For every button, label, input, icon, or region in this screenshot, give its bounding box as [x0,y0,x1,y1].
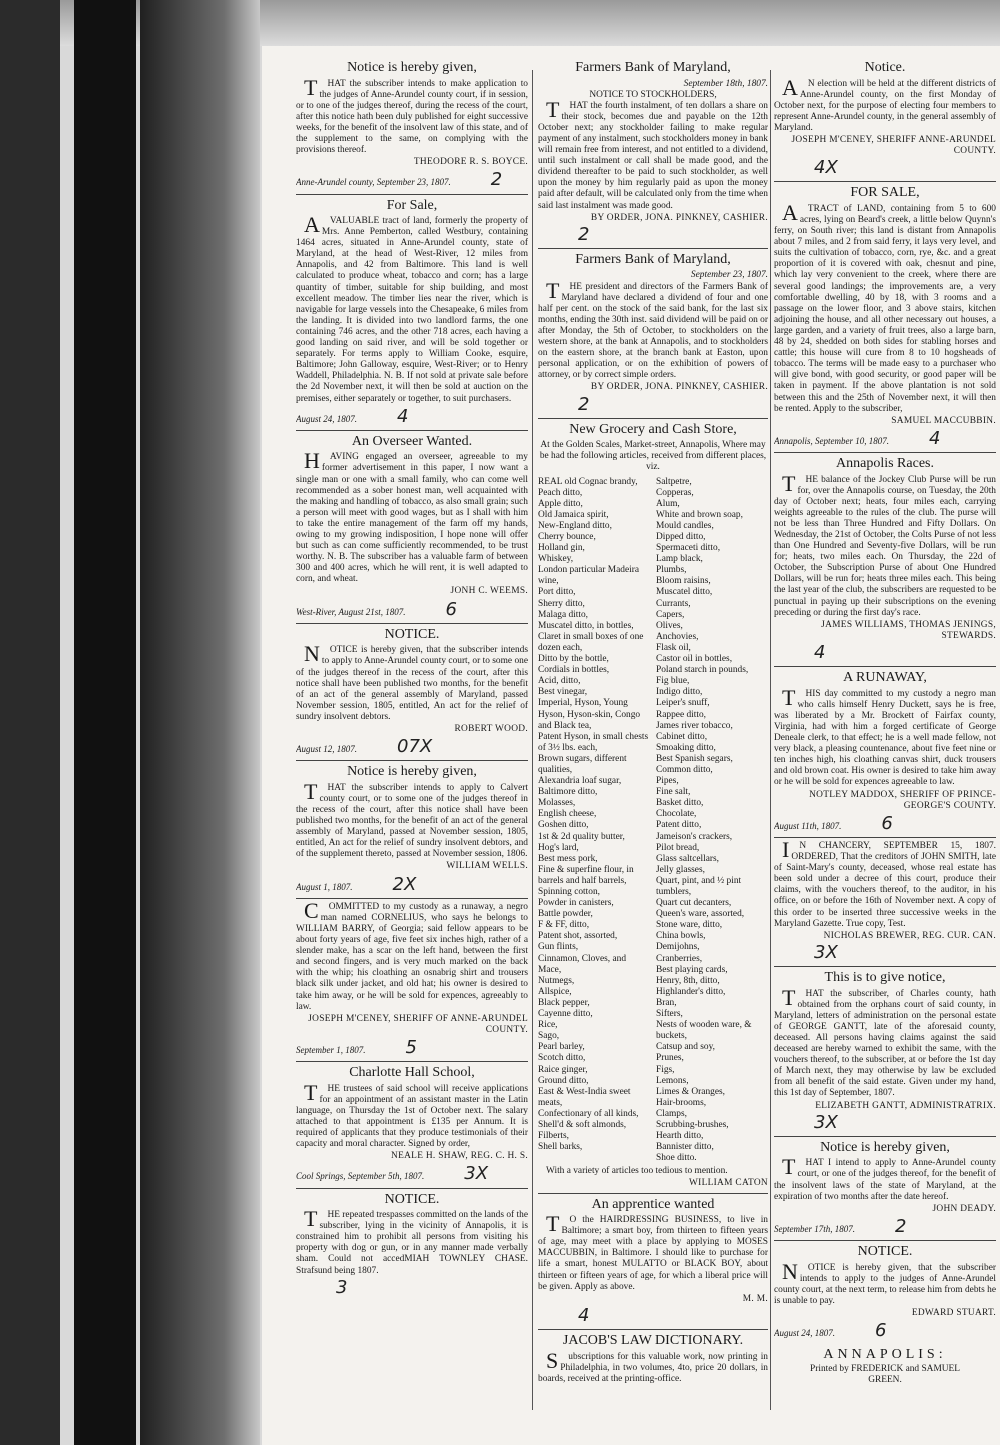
advertisement [774,670,996,834]
ad-dateline: September 18th, 1807. [683,78,768,89]
mark-row [774,1112,996,1133]
grocery-item: Cinnamon, Cloves, and Mace, [538,953,627,975]
handwritten-mark: 3X [814,1111,838,1133]
column-right [774,58,996,1386]
grocery-item: Black pepper, [538,997,590,1008]
handwritten-mark: 6 [881,812,893,834]
ad-signature: WILLIAM WELLS. [446,861,528,872]
ad-heading: JACOB'S LAW DICTIONARY. [562,1333,744,1349]
grocery-item: Best playing cards, [656,964,728,975]
handwritten-mark: 2X [392,873,417,895]
grocery-item: Henry, 8th, ditto, [656,975,720,986]
grocery-item: Demijohns, [656,942,700,953]
ad-separator [774,452,996,453]
ad-body: AVALUABLE tract of land, formerly the property of Mrs. Anne Pemberton, called Westbury, containing 1464 acres, situated in Anne-Arundel county, state of Maryland, at the head of West-River, 12 miles from Annapolis, and 42 from Baltimore. This land is well calculated to produce wheat, tobacco and corn; has a large quantity of timber, suitable for ship building, and most excellent meadow. The timber lies near the river, which is navigable for large vessels into the Chesapeake, 6 miles from the landing. It is divided into two landlord farms, the one containing 746 acres, and the other 718 acres, each having a good landing on said river, and will be sold together or separately. For terms apply to William Cooke, esquire, Baltimore; John Galloway, esquire, West-River; or to Henry Waddell, Philadelphia. N. B. If not sold at private sale before the 2d November next, it will then be sold at auction on the premises, either separately or together, to suit purchasers. [296,212,528,404]
ad-heading: Farmers Bank of Maryland, [575,251,731,267]
grocery-item: Leiper's snuff, [656,698,710,709]
grocery-item: Catsup and soy, [656,1042,716,1053]
ad-separator [296,760,528,761]
ad-body: AN election will be held at the different districts of Anne-Arundel county, on the first Monday of October next, for the purpose of electing four members to represent Anne-Arundel county, in the general assembly of Maryland. [774,74,996,133]
grocery-item: Sago, [538,1031,560,1042]
grocery-item: Cranberries, [656,953,703,964]
ad-dateline-place: September 1, 1807. 5 [296,1036,417,1058]
grocery-item: Chocolate, [656,809,697,820]
grocery-item: Best vinegar, [538,687,588,698]
ad-dateline-place: Annapolis, September 10, 1807. 4 [774,427,941,449]
ad-signature: JAMES WILLIAMS, THOMAS JENINGS, STEWARDS. [821,619,996,641]
grocery-item: Clamps, [656,1108,687,1119]
ad-separator [296,194,528,195]
handwritten-mark: 2 [578,393,590,415]
grocery-item: Alum, [656,498,680,509]
column-rule [770,70,771,1410]
ad-body: THAT the subscriber intends to apply to Calvert county court, or to some one of the judges thereof in the recess of the court, after this notice shall have been published two months, for the benefit of an act of the general assembly of Maryland, passed at November session, 1805, entitled, An act for the relief of sundry insolvent debtors, and of the supplement thereto, passed at November session, 1806. [296,778,528,860]
grocery-item: Goshen ditto, [538,820,589,831]
ad-separator [538,1193,768,1194]
grocery-item: Fine & superfine flour, in barrels and half barrels, [538,864,634,886]
ad-body: THAT the subscriber, of Charles county, hath obtained from the orphans court of said county, in Maryland, letters of administration on the personal estate of GEORGE GANTT, late of the aforesaid county, deceased. All persons having claims against the said deceased are hereby warned to exhibit the same, with the vouchers thereof, to the subscriber, at or before the 1st day of March next, they may otherwise by law be excluded from all benefit of the said estate. Given under my hand, this 1st day of September, 1807. [774,984,996,1099]
ad-heading: NOTICE. [384,1191,440,1207]
advertisement [296,1192,528,1298]
grocery-item: Ditto by the bottle, [538,654,609,665]
grocery-item: Spinning cotton, [538,887,600,898]
ad-heading: Notice is hereby given, [347,764,477,780]
grocery-item: Castor oil in bottles, [656,654,733,665]
mark-row [538,394,768,415]
grocery-item: Spermaceti ditto, [656,543,721,554]
ad-signature: EDWARD STUART. [911,1307,996,1318]
grocery-item: Nests of wooden ware, & buckets, [656,1020,752,1042]
ad-separator [774,1240,996,1241]
ad-signature: ROBERT WOOD. [454,723,528,734]
ad-body: THAT I intend to apply to Anne-Arundel county court, or one of the judges thereof, for the benefit of the insolvent laws of the state of Maryland, at the expiration of two months after the date hereof. [774,1154,996,1202]
grocery-item: White and brown soap, [656,509,743,520]
ad-separator [296,1188,528,1189]
ad-separator [774,1136,996,1137]
handwritten-mark: 3X [464,1163,489,1185]
ad-body: THAT the subscriber intends to make application to the judges of Anne-Arundel county court, if in session, or to one of the judges thereof, during the recess of the court, after this notice hath been duly published for eight successive weeks, for the benefit of the insolvent law of this state, and of the supplement to the same, on complying with the provisions thereof. [296,74,528,156]
grocery-item: Whiskey, [538,554,574,565]
grocery-item: Alexandria loaf sugar, [538,776,622,787]
ad-body: THE repeated trespasses committed on the lands of the subscriber, lying in the vicinity of Annapolis, it is constrained him to prohibit all persons from visiting his property with dog or gun, or in any manner made verbally sham. Could not accedMIAH TOWNLEY CHASE. Strafsund being 1807. [296,1206,528,1276]
grocery-item: Rappee ditto, [656,709,706,720]
grocery-item: Cordials in bottles, [538,665,610,676]
grocery-item: Allspice, [538,986,572,997]
mark-row [538,1305,768,1326]
grocery-item: Mould candles, [656,520,714,531]
ad-separator [296,430,528,431]
ad-dateline-place: August 24, 1807. 4 [296,405,409,427]
grocery-item: F & FF, ditto, [538,920,590,931]
ad-body: COMMITTED to my custody as a runaway, a negro man named CORNELIUS, who says he belongs to WILLIAM BARRY, of Georgia; said fellow appears to be about forty years of age, five feet six inches high, rather of a slender make, has a scar on the left hand, between the first and second fingers, and is very much marked on the back with the whip; his cloathing an osnabrig shirt and trousers black silk under jacket, and old hat; his owner is desired to take him away, or he will be sold for expences, agreeably to law. [296,897,528,1012]
ad-dateline-place: August 1, 1807. 2X [296,873,417,895]
handwritten-mark: 07X [397,736,433,758]
grocery-item: Imperial, Hyson, Young Hyson, Hyson-skin, Congo and Black tea, [538,698,641,731]
ad-heading: This is to give notice, [824,970,946,986]
ad-signature: M. M. [742,1293,768,1304]
ad-separator [538,1329,768,1330]
grocery-item: Best mess pork, [538,853,598,864]
ad-separator [538,248,768,249]
ad-heading: For Sale, [386,197,438,213]
grocery-item: Cayenne ditto, [538,1009,593,1020]
grocery-item: Dipped ditto, [656,532,706,543]
grocery-item: Cabinet ditto, [656,731,708,742]
grocery-item: Cherry bounce, [538,532,596,543]
grocery-item: Queen's ware, assorted, [656,909,745,920]
handwritten-mark: 2 [490,169,503,191]
handwritten-mark: 4 [929,427,941,449]
ad-separator [538,418,768,419]
grocery-item: Hog's lard, [538,842,579,853]
grocery-item: Figs, [656,1064,675,1075]
ad-heading: New Grocery and Cash Store, [569,421,737,437]
ad-heading: Charlotte Hall School, [349,1065,475,1081]
handwritten-mark: 3X [814,941,838,963]
grocery-item: Claret in small boxes of one dozen each, [538,631,644,653]
ad-subheading: NOTICE TO STOCKHOLDERS, [589,89,717,100]
ad-dateline-place: August 11th, 1807. 6 [774,812,893,834]
ad-heading: An apprentice wanted [591,1196,715,1212]
ad-dateline-place: September 17th, 1807. 2 [774,1215,907,1237]
ad-signature: JOHN DEADY. [932,1203,996,1214]
grocery-item: Basket ditto, [656,798,704,809]
grocery-item: Fine salt, [656,787,691,798]
grocery-item: Baltimore ditto, [538,787,598,798]
ad-heading: Annapolis Races. [836,456,934,472]
handwritten-mark: 4X [814,157,838,179]
grocery-item: Anchovies, [656,631,699,642]
ad-dateline-place: West-River, August 21st, 1807. 6 [296,598,457,620]
grocery-item: James river tobacco, [656,720,733,731]
grocery-footer: With a variety of articles too tedious to mention. WILLIAM CATON [546,1166,768,1189]
column-rule [532,70,533,1410]
grocery-item: Sifters, [656,1009,683,1020]
advertisement [296,434,528,620]
column-middle [538,58,768,1388]
ad-body: HAVING engaged an overseer, agreeable to my former advertisement in this paper, I now want a single man or one with a small family, who can come well recommended as a sober honest man, well acquainted with the making and handling of tobacco, as also small grain; such a person will meet with good wages, but as I shall with him to take the entire management of the farm off my hands, owing to my growing indisposition, I hope none will offer but such as can come sufficiently recommended, to be trust worthy. N. B. The subscriber has a valuable farm of between 300 and 400 acres, which he will rent, it is well adapted to corn, and wheat. [296,448,528,585]
advertisement [538,422,768,474]
advertisement [296,627,528,758]
ad-separator [774,666,996,667]
ad-heading: Notice is hereby given, [820,1139,950,1155]
grocery-item: Brown sugars, different qualities, [538,753,627,775]
grocery-item: Olives, [656,620,683,631]
advertisement [296,897,528,1058]
advertisement [538,60,768,245]
grocery-item: Limes & Oranges, [656,1086,725,1097]
grocery-item: Plumbs, [656,565,687,576]
grocery-item: Bannister ditto, [656,1142,714,1153]
ad-signature: BY ORDER, JONA. PINKNEY, CASHIER. [590,212,768,223]
ad-heading: NOTICE. [857,1244,913,1260]
ad-separator [296,1061,528,1062]
ad-body: THIS day committed to my custody a negro man who calls himself Henry Duckett, says he is free, was liberated by a Mr. Brockett of Fairfax county, Virginia, had with him a forged certificate of George Deneale clerk, to that effect; he is a well made fellow, not very black, a pleasing countenance, about five feet nine or ten inches high, his cloathing canvas shirt, duck trousers and old brown coat. His owner is desired to take him away or he will be sold for expences agreeable to law. [774,684,996,788]
ad-subheading: At the Golden Scales, Market-street, Annapolis, Where may be had the following articles, received from different places, viz. [539,440,767,473]
ad-heading: An Overseer Wanted. [351,433,473,449]
grocery-item: Lamp black, [656,554,703,565]
ad-heading: A RUNAWAY, [843,670,927,686]
ad-signature: NEALE H. SHAW, REG. C. H. S. [391,1151,528,1162]
handwritten-mark: 5 [405,1036,417,1058]
grocery-item: Patent Hyson, in small chests of 3½ lbs. each, [538,731,649,753]
grocery-item: Jameison's crackers, [656,831,733,842]
grocery-item: New-England ditto, [538,520,612,531]
ad-separator [774,966,996,967]
ad-dateline: September 23, 1807. [690,270,768,281]
grocery-item: Apple ditto, [538,498,583,509]
ad-heading: Notice is hereby given, [347,60,477,75]
advertisement [774,456,996,663]
grocery-item: Shell'd & soft almonds, [538,1119,627,1130]
grocery-item: Bran, [656,997,677,1008]
advertisement [538,252,768,415]
ad-body: THE balance of the Jockey Club Purse will be run for, over the Annapolis course, on Tuesday, the 20th day of October next; heats, four miles each, carrying weights agreeable to the rules of the club. The purse will not be less than Three Hundred and Fifty Dollars. On Wednesday, the 21st of October, the Colts Purse of not less than One Hundred and Seventy-five Dollars, will be run for; heats, two miles each. On Thursday, the 22d of October, the Subscription Purse of about One Hundred Dollars, will be run for; heats three miles each. This being the last year of the club, the subscribers are requested to be punctual in paying up their subscriptions on the evening preceding or during the first day's race. [774,470,996,618]
advertisement [774,1244,996,1341]
grocery-item: Acid, ditto, [538,676,581,687]
grocery-item: Patent ditto, [656,820,702,831]
ad-body: THE trustees of said school will receive applications for an appointment of an assistant master in the Latin language, on Thursday the 1st of October next. The salary attached to that appointment is £135 per Annum. It is required of applicants that they produce testimonials of their capacity and moral character. Signed by order, [296,1079,528,1150]
ad-heading: NOTICE. [384,626,440,642]
microfilm-margin-dark [74,0,136,1445]
grocery-item: Molasses, [538,798,576,809]
mark-row [774,942,996,963]
advertisement [296,1065,528,1184]
grocery-item: Ground ditto, [538,1075,589,1086]
ad-dateline-place: Cool Springs, September 5th, 1807. 3X [296,1163,489,1185]
ad-body: NOTICE is hereby given, that the subscriber intends to apply to the judges of Anne-Arundel county court, at the next term, to release him from debts he is unable to pay. [774,1258,996,1306]
grocery-item: Shell barks, [538,1142,583,1153]
page-spine-shadow [140,0,260,1445]
grocery-item: Muscatel ditto, in bottles, [538,620,634,631]
grocery-item: Hair-brooms, [656,1097,707,1108]
ad-separator [774,181,996,182]
grocery-item: Powder in canisters, [538,898,614,909]
advertisement [538,1197,768,1327]
grocery-item: Hearth ditto, [656,1131,704,1142]
ad-body: Subscriptions for this valuable work, now printing in Philadelphia, in two volumes, 4to, price 20 dollars, in boards, received at the printing-office. [538,1347,768,1384]
ad-body: NOTICE is hereby given, that the subscriber intends to apply to Anne-Arundel county court, or to some one of the judges thereof in the recess of the court, after this notice shall have been published two months, for the benefit of an act of the general assembly of Maryland, passed November session, 1805, entitled, An act for the relief of sundry insolvent debtors. [296,641,528,722]
handwritten-mark: 6 [445,598,457,620]
microfilm-margin-left [0,0,60,1445]
ad-body: THE president and directors of the Farmers Bank of Maryland have declared a dividend of four and one half per cent. on the stock of the said bank, for the last six months, ending the 30th inst. said dividend will be paid on or after Monday, the 5th of October, to stockholders on the western shore, at the bank at Annapolis, and to stockholders on the eastern shore, at the branch bank at Easton, upon personal application, or on the exhibition of powers of attorney, or by correct simple orders. [538,277,768,381]
advertisement [774,60,996,178]
ad-body: TO the HAIRDRESSING BUSINESS, to live in Baltimore; a smart boy, from thirteen to fifteen years of age, may meet with a place by applying to MOSES MACCUBBIN, in Baltimore. I should like to purchase for life a smart, honest MULATTO or BLACK BOY, about thirteen or fifteen years of age, for which a liberal price will be given. Apply as above. [538,1211,768,1292]
grocery-item: Quart cut decanters, [656,898,732,909]
ad-body: ATRACT of LAND, containing from 5 to 600 acres, lying on Beard's creek, a little below Quynn's ferry, on South river; this land is distant from Annapolis about 7 miles, and 2 from said ferry, it lays very level, and suits the cultivation of tobacco, corn, rye, &c. and a great proportion of it is covered with oak, chesnut and pine, which lay very convenient to the creek, where there are several good landings; the improvements are, a very comfortable dwelling, 40 by 18, with 3 rooms and a passage on the lower floor, and 3 above stairs, kitchen adjoining the house, and all other necessary out houses, a large garden, and a variety of fruit trees, also a large barn, 48 by 24, shedded on both sides for stabling horses and cattle; this house will cure from 8 to 10 hogsheads of tobacco. The terms will be made easy to a purchaser who will give bond, with good security, or good paper will be taken in payment. If the above plantation is not sold between this and the 25th of November next, it will then be rented. Apply to the subscriber, [774,199,996,414]
ad-signature: JONH C. WEEMS. [450,586,528,597]
ad-heading: Notice. [864,60,906,75]
grocery-item: Stone ware, ditto, [656,920,723,931]
ad-separator [774,837,996,838]
ad-signature: SAMUEL MACCUBBIN. [891,415,996,426]
grocery-item: Scrubbing-brushes, [656,1119,729,1130]
grocery-item: Lemons, [656,1075,689,1086]
grocery-item: Jelly glasses, [656,864,705,875]
grocery-item: Muscatel ditto, [656,587,713,598]
grocery-item: Nutmegs, [538,975,575,986]
grocery-item: Gun flints, [538,942,579,953]
newspaper-page [262,46,1000,1445]
column-left [296,58,528,1301]
ad-separator [296,898,528,899]
grocery-item: REAL old Cognac brandy, [538,476,638,487]
grocery-item: 1st & 2d quality butter, [538,831,625,842]
advertisement [538,1333,768,1385]
grocery-item: English cheese, [538,809,597,820]
advertisement [296,764,528,895]
grocery-item: China bowls, [656,931,706,942]
grocery-item: Quart, pint, and ½ pint tumblers, [656,875,742,898]
ad-dateline-place: August 12, 1807. 07X [296,736,433,758]
grocery-item: Pipes, [656,776,679,787]
ad-signature: ELIZABETH GANTT, ADMINISTRATRIX. [815,1100,996,1111]
imprint: ANNAPOLIS: Printed by FREDERICK and SAMUEL GREEN. [810,1347,960,1385]
grocery-item: Smoaking ditto, [656,742,716,753]
grocery-item: Battle powder, [538,909,593,920]
ad-body: THAT the fourth instalment, of ten dollars a share on their stock, becomes due and payable on the 12th October next; any stockholder failing to make regular payment of any instalment, such stockholders money in bank will remain free from interest, and not entitled to a dividend, until such instalment or call shall be made good, and the dividend thereafter to be paid to such stockholder, as well upon the money by him regularly paid as upon the money paid after default, will be calculated only from the time when said last instalment was made good. [538,96,768,211]
grocery-item: Indigo ditto, [656,687,703,698]
ad-signature: JOSEPH M'CENEY, SHERIFF ANNE-ARUNDEL COUNTY. [791,134,996,157]
grocery-item: Filberts, [538,1131,569,1142]
ad-heading: FOR SALE, [850,185,920,201]
ad-signature: NOTLEY MADDOX, SHERIFF OF PRINCE-GEORGE'S COUNTY. [809,789,996,811]
grocery-item: Patent shot, assorted, [538,931,618,942]
handwritten-mark: 4 [397,405,409,427]
ad-signature: THEODORE R. S. BOYCE. [413,157,528,168]
grocery-list [538,477,768,1165]
handwritten-mark: 2 [578,223,590,245]
grocery-item: Capers, [656,609,685,620]
grocery-item: Best Spanish segars, [656,753,733,764]
grocery-item: Malaga ditto, [538,609,588,620]
grocery-item: Flask oil, [656,642,691,653]
handwritten-mark: 2 [895,1215,907,1237]
advertisement [296,198,528,427]
ad-signature: JOSEPH M'CENEY, SHERIFF OF ANNE-ARUNDEL COUNTY. [308,1013,528,1035]
handwritten-mark: 4 [814,641,826,663]
handwritten-mark: 6 [875,1320,887,1342]
ad-signature: NICHOLAS BREWER, REG. CUR. CAN. [823,930,996,941]
grocery-item: Sherry ditto, [538,598,585,609]
grocery-item: Fig blue, [656,676,690,687]
grocery-item: Pearl barley, [538,1042,585,1053]
grocery-item: Port ditto, [538,587,576,598]
grocery-item: Scotch ditto, [538,1053,586,1064]
ad-heading: Farmers Bank of Maryland, [575,60,731,75]
advertisement [774,1140,996,1237]
grocery-item: Shoe ditto. [656,1153,697,1164]
advertisement [774,836,996,963]
grocery-item: Saltpetre, [656,476,692,487]
grocery-item: Currants, [656,598,691,609]
grocery-item: Copperas, [656,487,694,498]
advertisement [774,970,996,1133]
grocery-item: London particular Madeira wine, [538,565,640,587]
grocery-item: Rice, [538,1020,558,1031]
grocery-item: Confectionary of all kinds, [538,1108,639,1119]
mark-row [538,224,768,245]
ad-dateline-place: August 24, 1807. 6 [774,1320,887,1342]
mark-row [296,1277,528,1298]
grocery-item: Glass saltcellars, [656,853,720,864]
ad-signature: BY ORDER, JONA. PINKNEY, CASHIER. [590,382,768,393]
mark-row [774,157,996,178]
ad-body: IN CHANCERY, SEPTEMBER 15, 1807. ORDERED, That the creditors of JOHN SMITH, late of Saint-Mary's county, deceased, whose real estate has been sold under a decree of this court, produce their claims, with the vouchers thereof, to the auditor, in his office, on or before the 16th of November next. A copy of this order to be inserted three successive weeks in the Maryland Gazette. True copy, Test. [774,836,996,929]
ad-dateline-place: Anne-Arundel county, September 23, 1807. 2 [296,169,503,191]
grocery-item: Bloom raisins, [656,576,711,587]
grocery-item: Raice ginger, [538,1064,588,1075]
grocery-item: Holland gin, [538,543,585,554]
grocery-item: Pilot bread, [656,842,700,853]
grocery-item: East & West-India sweet meats, [538,1086,631,1108]
handwritten-mark: 4 [578,1304,590,1326]
grocery-item: Old Jamaica spirit, [538,509,609,520]
advertisement [296,60,528,191]
ad-separator [296,623,528,624]
advertisement [774,185,996,449]
mark-row [774,642,996,663]
grocery-item: Poland starch in pounds, [656,665,749,676]
grocery-item: Prunes, [656,1053,684,1064]
grocery-item: Peach ditto, [538,487,583,498]
grocery-item: Highlander's ditto, [656,986,726,997]
handwritten-mark: 3 [336,1276,348,1298]
grocery-item: Common ditto, [656,764,713,775]
